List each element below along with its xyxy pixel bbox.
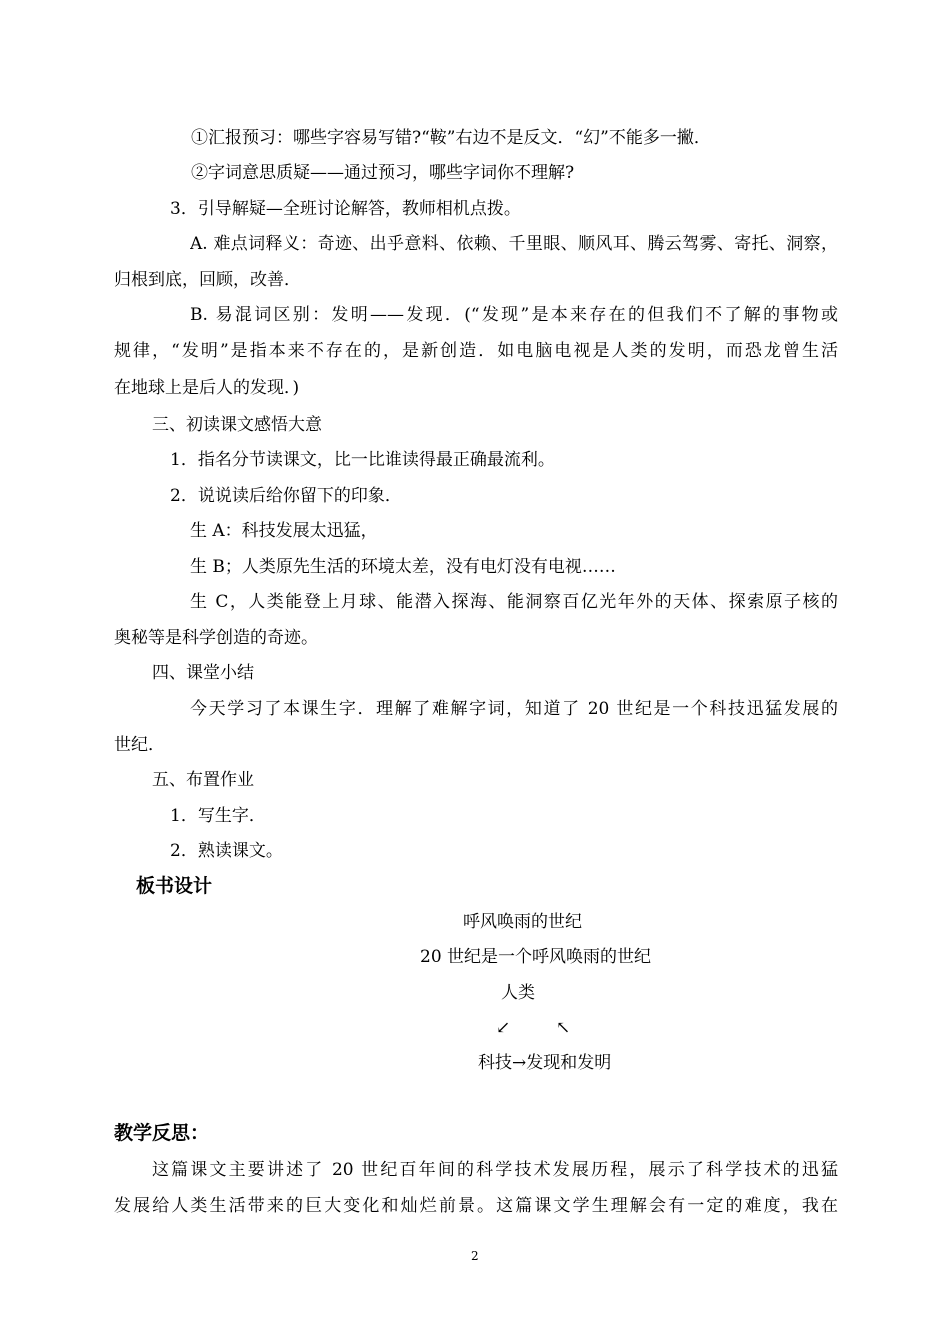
- board-design-heading: 板书设计: [136, 875, 213, 897]
- text-line: 世纪．: [114, 735, 165, 755]
- text-line: ②字词意思质疑——通过预习，哪些字词你不理解?: [191, 163, 575, 183]
- arrow-up-left-icon: ↖: [556, 1018, 571, 1038]
- text-line: 1．指名分节读课文，比一比谁读得最正确最流利。: [170, 450, 555, 470]
- text-line: 2．熟读课文。: [170, 841, 283, 861]
- text-line: 生 C，人类能登上月球、能潜入探海、能洞察百亿光年外的天体、探索原子核的: [190, 592, 838, 612]
- board-subtitle: 20 世纪是一个呼风唤雨的世纪: [420, 947, 652, 967]
- arrow-down-left-icon: ↙: [496, 1018, 511, 1038]
- text-line: B. 易混词区别：发明——发现．(“发现”是本来存在的但我们不了解的事物或: [190, 305, 838, 325]
- text-line: 生 B；人类原先生活的环境太差，没有电灯没有电视……: [190, 557, 616, 577]
- text-line: 1．写生字．: [170, 806, 266, 826]
- reflection-heading: 教学反思：: [114, 1122, 210, 1144]
- text-line: 奥秘等是科学创造的奇迹。: [114, 628, 318, 648]
- text-line: 今天学习了本课生字．理解了难解字词，知道了 20 世纪是一个科技迅猛发展的: [190, 699, 838, 719]
- board-bottom: 科技→发现和发明: [478, 1053, 612, 1073]
- text-line: 规律，“发明”是指本来不存在的，是新创造．如电脑电视是人类的发明，而恐龙曾生活: [114, 341, 838, 361]
- page-number: 2: [471, 1249, 479, 1263]
- section-heading: 四、课堂小结: [152, 663, 254, 683]
- section-heading: 五、布置作业: [152, 770, 254, 790]
- reflection-text-line: 这篇课文主要讲述了 20 世纪百年间的科学技术发展历程，展示了科学技术的迅猛: [152, 1160, 838, 1180]
- text-line: 2．说说读后给你留下的印象．: [170, 486, 402, 506]
- reflection-text-line: 发展给人类生活带来的巨大变化和灿烂前景。这篇课文学生理解会有一定的难度，我在: [114, 1196, 838, 1216]
- text-line: 生 A：科技发展太迅猛，: [190, 521, 378, 541]
- board-title: 呼风唤雨的世纪: [463, 912, 582, 932]
- section-heading: 三、初读课文感悟大意: [152, 415, 322, 435]
- text-line: A. 难点词释义：奇迹、出乎意料、依赖、千里眼、顺风耳、腾云驾雾、寄托、洞察，: [190, 234, 838, 254]
- text-line: 3．引导解疑—全班讨论解答，教师相机点拨。: [170, 199, 521, 219]
- board-human: 人类: [501, 983, 535, 1003]
- text-line: 在地球上是后人的发现．): [114, 378, 300, 398]
- text-line: 归根到底，回顾，改善．: [114, 270, 301, 290]
- text-line: ①汇报预习：哪些字容易写错?“鞍”右边不是反文．“幻”不能多一撇．: [191, 128, 711, 148]
